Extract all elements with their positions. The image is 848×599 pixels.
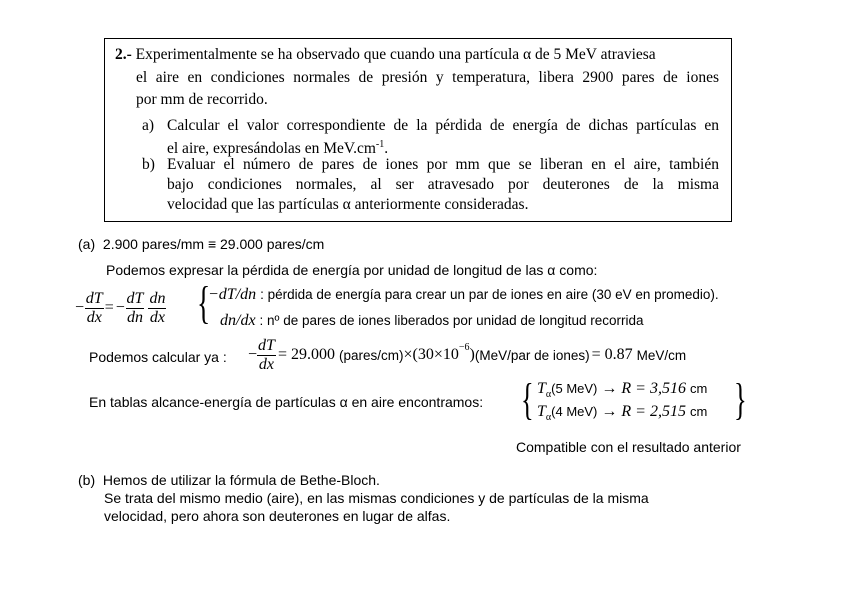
express-text: Podemos expresar la pérdida de energía por unidad de longitud de las α como: (106, 262, 598, 278)
row1-T: T (537, 380, 546, 397)
tables-brace-left: { (521, 375, 534, 424)
problem-intro-1: Experimentalmente se ha observado que cuando una partícula α de 5 MeV atraviesa (135, 46, 656, 63)
frac-dn-dx (148, 290, 166, 327)
row1-energy: (5 MeV) (551, 381, 598, 396)
solution-a-line (78, 236, 324, 253)
item-b-line-1: Evaluar el número de pares de iones por mm que se liberan en el aire, también (167, 156, 719, 173)
item-a-line-1: Calcular el valor correspondiente de la pérdida de energía de dichas partículas en (167, 117, 719, 134)
frac-dT-dn (126, 290, 145, 327)
calc-unit-1: (pares/cm) (338, 347, 404, 363)
term2-math: dn/dx (220, 312, 256, 329)
formula-minus-1: − (74, 299, 85, 316)
item-b-marker: b) (142, 156, 155, 173)
term1-text: : pérdida de energía para crear un par de iones en aire (30 eV en promedio). (260, 287, 719, 302)
solution-b-line-2: Se trata del mismo medio (aire), en las mismas condiciones y de partículas de la misma (104, 490, 649, 506)
item-a-end: . (384, 140, 389, 158)
formula-minus-2: − (114, 299, 126, 316)
frac-dT-dx (85, 290, 104, 327)
formula-brace: { (197, 277, 211, 328)
tables-label: En tablas alcance-energía de partículas α en aire encontramos: (89, 394, 484, 410)
row2-arrow: → (601, 403, 618, 420)
frac-dT-dx-num: dT (85, 289, 103, 307)
term2-text: : nº de pares de iones liberados por unidad de longitud recorrida (259, 313, 644, 328)
item-a-line-2 (167, 136, 388, 158)
formula-term-2 (220, 312, 643, 330)
row2-energy: (4 MeV) (551, 404, 598, 419)
calc-mult: ×(30×10 (403, 346, 459, 363)
calc-frac-den: dx (258, 355, 275, 373)
term1-math: −dT/dn (208, 286, 257, 303)
solution-a-label: (a) (78, 236, 96, 252)
calc-unit-3: MeV/cm (636, 347, 687, 363)
row1-sub: α (545, 389, 552, 401)
energy-loss-formula (74, 288, 166, 328)
solution-b-text-1: Hemos de utilizar la fórmula de Bethe-Bloch. (102, 472, 380, 488)
calc-exp: −6 (458, 342, 470, 353)
frac-dT-dx-den: dx (86, 308, 102, 326)
item-a-sup: -1 (375, 139, 385, 150)
item-a-line-2-text: el aire, expresándolas en MeV.cm (167, 140, 376, 158)
problem-box (104, 38, 732, 222)
calc-result: = 0.87 (591, 346, 633, 363)
solution-a-value: 2.900 pares/mm ≡ 29.000 pares/cm (102, 236, 325, 252)
frac-dT-dn-den: dn (126, 308, 143, 326)
problem-number: 2.- (115, 46, 132, 63)
calc-frac (257, 337, 276, 374)
tables-row-1 (537, 380, 707, 400)
row2-T: T (537, 403, 546, 420)
item-b-line-2: bajo condiciones normales, al ser atravesado por deuterones de la misma (167, 176, 719, 193)
item-a-marker: a) (142, 117, 155, 134)
frac-dn-dx-num: dn (149, 289, 166, 307)
formula-eq: = (104, 299, 114, 316)
tables-row-2 (537, 403, 707, 423)
calc-unit-2: (MeV/par de iones) (474, 347, 590, 363)
frac-dn-dx-den: dx (149, 308, 165, 326)
item-b-line-3: velocidad que las partículas α anteriormente consideradas. (167, 196, 529, 213)
tables-brace-right: } (734, 375, 747, 424)
problem-intro-3: por mm de recorrido. (136, 91, 268, 108)
problem-intro-2: el aire en condiciones normales de presión y temperatura, libera 2900 pares de iones (136, 69, 719, 86)
row1-arrow: → (601, 380, 618, 397)
solution-b-label: (b) (78, 472, 96, 488)
row2-sub: α (545, 412, 552, 424)
calc-close: ) (469, 346, 475, 363)
calc-rhs-value: = 29.000 (277, 346, 335, 363)
calc-minus: − (248, 346, 258, 363)
row1-R: R = 3,516 (621, 380, 686, 397)
calc-formula (248, 334, 686, 376)
calc-label: Podemos calcular ya : (89, 349, 227, 365)
compatible-text: Compatible con el resultado anterior (516, 439, 741, 455)
frac-dT-dn-num: dT (126, 289, 144, 307)
solution-b-line-3: velocidad, pero ahora son deuterones en lugar de alfas. (104, 508, 451, 524)
calc-frac-num: dT (258, 336, 275, 354)
formula-term-1 (208, 286, 719, 304)
row1-unit: cm (689, 381, 708, 396)
solution-b-line-1 (78, 472, 380, 489)
row2-R: R = 2,515 (621, 403, 686, 420)
row2-unit: cm (689, 404, 708, 419)
problem-line-1 (115, 46, 656, 64)
